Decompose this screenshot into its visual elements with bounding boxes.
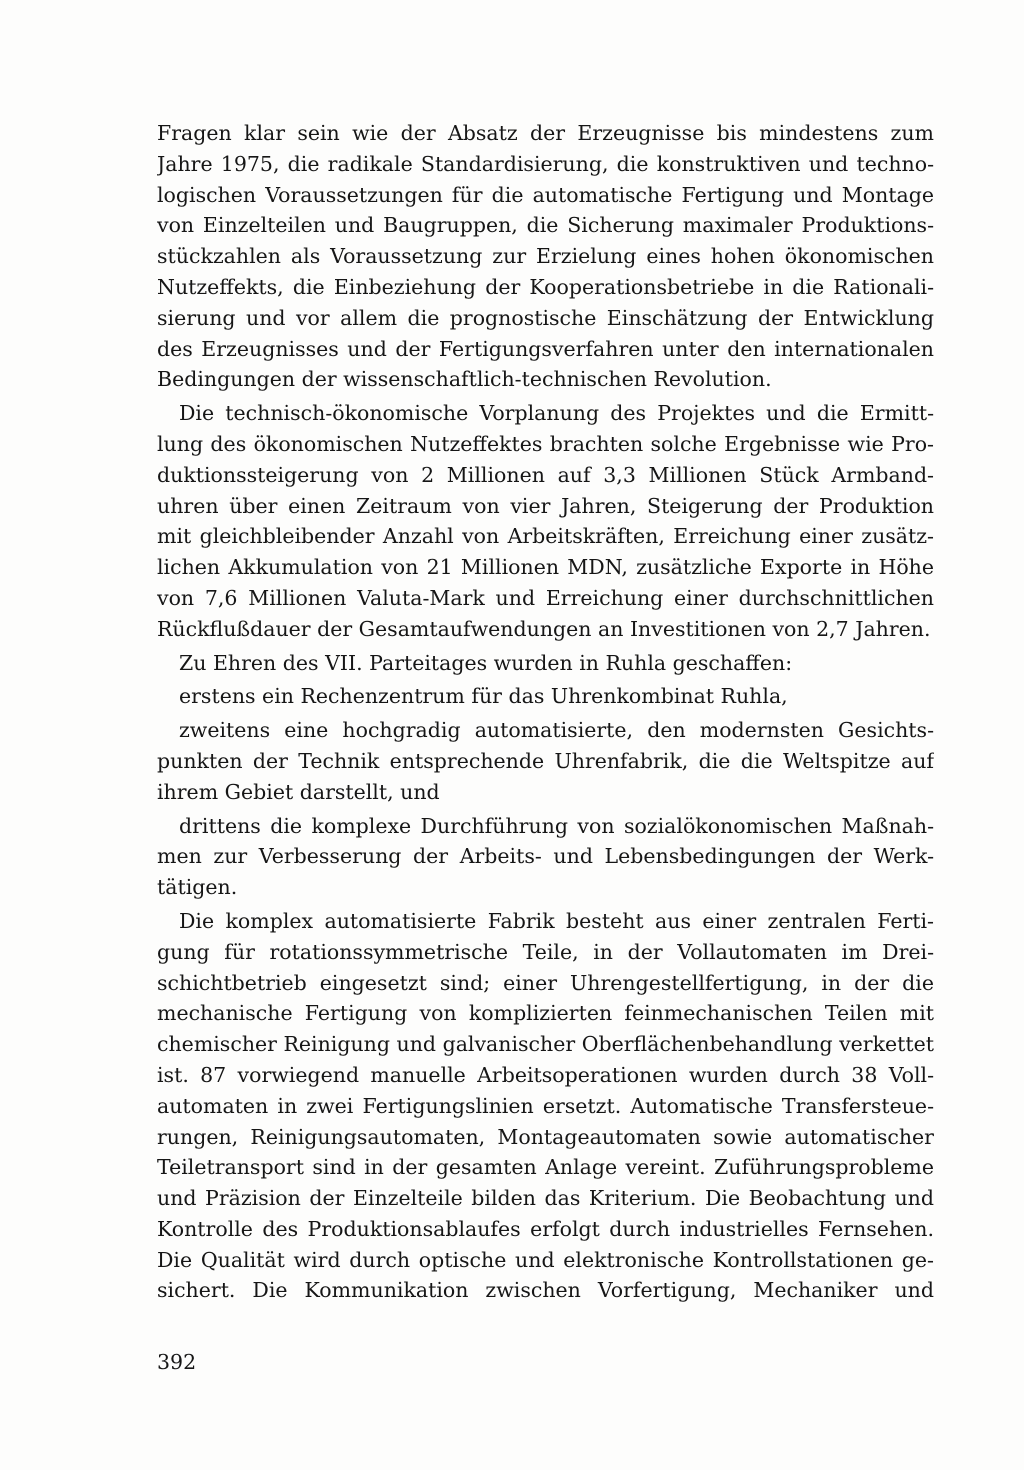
text-line: Teiletransport sind in der gesamten Anlage vereint. Zuführungsprobleme: [157, 1155, 934, 1180]
paragraph: [157, 906, 934, 1306]
text-line: ihrem Gebiet darstellt, und: [157, 779, 440, 804]
paragraph: [157, 715, 934, 807]
text-line: lichen Akkumulation von 21 Millionen MDN, zusätzliche Exporte in Höhe: [157, 555, 934, 580]
paragraph: [157, 681, 934, 712]
page-number: 392: [157, 1350, 197, 1374]
text-line: sierung und vor allem die prognostische Einschätzung der Entwicklung: [157, 305, 934, 330]
text-line: Fragen klar sein wie der Absatz der Erzeugnisse bis mindestens zum: [157, 121, 934, 145]
text-line: Rückflußdauer der Gesamtaufwendungen an Investitionen von 2,7 Jahren.: [157, 616, 931, 641]
text-line: chemischer Reinigung und galvanischer Oberflächenbehandlung verkettet: [157, 1032, 934, 1057]
text-line: lung des ökonomischen Nutzeffektes brachten solche Ergebnisse wie Pro-: [157, 431, 934, 456]
text-line: tätigen.: [157, 875, 238, 900]
text-line: duktionssteigerung von 2 Millionen auf 3,3 Millionen Stück Armband-: [157, 462, 934, 487]
text-line: Die komplex automatisierte Fabrik besteht aus einer zentralen Ferti-: [179, 908, 934, 933]
body-text: [157, 118, 934, 1306]
text-line: und Präzision der Einzelteile bilden das Kriterium. Die Beobachtung und: [157, 1186, 934, 1211]
text-line: Die Qualität wird durch optische und elektronische Kontrollstationen ge-: [157, 1247, 934, 1272]
text-line: ist. 87 vorwiegend manuelle Arbeitsoperationen wurden durch 38 Voll-: [157, 1062, 934, 1087]
text-line: von Einzelteilen und Baugruppen, die Sicherung maximaler Produktions-: [157, 213, 934, 238]
text-line: stückzahlen als Voraussetzung zur Erzielung eines hohen ökonomischen: [157, 244, 934, 269]
text-line: Nutzeffekts, die Einbeziehung der Kooperationsbetriebe in die Rationali-: [157, 274, 934, 299]
text-line: rungen, Reinigungsautomaten, Montageautomaten sowie automatischer: [157, 1124, 934, 1149]
text-line: logischen Voraussetzungen für die automatische Fertigung und Montage: [157, 182, 934, 207]
text-line: Bedingungen der wissenschaftlich-technischen Revolution.: [157, 367, 772, 392]
text-line: punkten der Technik entsprechende Uhrenfabrik, die die Weltspitze auf: [157, 748, 934, 773]
text-line: mit gleichbleibender Anzahl von Arbeitskräften, Erreichung einer zusätz-: [157, 524, 934, 549]
text-line: erstens ein Rechenzentrum für das Uhrenkombinat Ruhla,: [179, 684, 788, 709]
text-line: Kontrolle des Produktionsablaufes erfolgt durch industrielles Fernsehen.: [157, 1216, 934, 1241]
text-line: uhren über einen Zeitraum von vier Jahren, Steigerung der Produktion: [157, 493, 934, 518]
text-line: sichert. Die Kommunikation zwischen Vorfertigung, Mechaniker und: [157, 1278, 934, 1303]
text-line: gung für rotationssymmetrische Teile, in der Vollautomaten im Drei-: [157, 939, 934, 964]
text-line: men zur Verbesserung der Arbeits- und Lebensbedingungen der Werk-: [157, 844, 934, 869]
text-line: schichtbetrieb eingesetzt sind; einer Uhrengestellfertigung, in der die: [157, 970, 934, 995]
paragraph: [157, 811, 934, 903]
paragraph: [157, 118, 934, 395]
text-line: drittens die komplexe Durchführung von sozialökonomischen Maßnah-: [179, 813, 934, 838]
text-line: zweitens eine hochgradig automatisierte, den modernsten Gesichts-: [179, 718, 934, 743]
text-line: des Erzeugnisses und der Fertigungsverfahren unter den internationalen: [157, 336, 934, 361]
text-line: von 7,6 Millionen Valuta-Mark und Erreichung einer durchschnittlichen: [157, 585, 934, 610]
text-line: Jahre 1975, die radikale Standardisierung, die konstruktiven und techno-: [157, 151, 934, 176]
text-line: Die technisch-ökonomische Vorplanung des Projektes und die Ermitt-: [179, 401, 934, 426]
paragraph: [157, 398, 934, 644]
text-line: Zu Ehren des VII. Parteitages wurden in Ruhla geschaffen:: [179, 650, 793, 675]
text-line: mechanische Fertigung von komplizierten feinmechanischen Teilen mit: [157, 1001, 934, 1026]
text-line: automaten in zwei Fertigungslinien ersetzt. Automatische Transfersteue-: [157, 1093, 934, 1118]
paragraph: [157, 648, 934, 679]
